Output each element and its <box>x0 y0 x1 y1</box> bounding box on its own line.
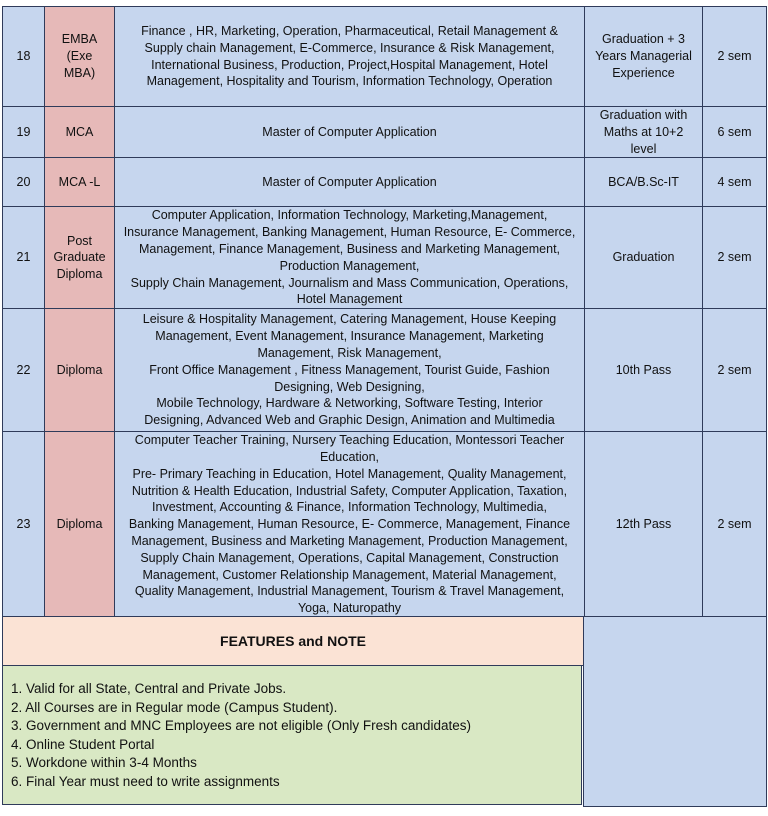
specializations-cell: Computer Teacher Training, Nursery Teaching Education, Montessori Teacher Education, Pre- Primary Teaching in Education, Hotel Management, Quality Management, Nutrition & Health Education, Industrial Safety, Computer Application, Taxation, Investment, Accounting & Finance, Information Technology, Multimedia, Banking Management, Human Resource, E- Commerce, Management, Finance Management, Business and Marketing Management, Production Management, Supply Chain Management, Operations, Capital Management, Construction Management, Customer Relationship Management, Material Management, Quality Management, Industrial Management, Tourism & Travel Management, Yoga, Naturopathy <box>115 432 585 618</box>
table-row <box>3 309 767 432</box>
features-title: FEATURES and NOTE <box>2 616 584 666</box>
table-row <box>3 7 767 107</box>
course-name-cell: Post Graduate Diploma <box>45 207 115 309</box>
row-number-cell: 21 <box>3 207 45 309</box>
eligibility-cell: 10th Pass <box>585 309 703 432</box>
specializations-cell: Finance , HR, Marketing, Operation, Pharmaceutical, Retail Management & Supply chain Management, E-Commerce, Insurance & Risk Management, International Business, Production, Project,Hospital Management, Hotel Management, Hospitality and Tourism, Information Technology, Operation <box>115 7 585 107</box>
course-name-cell: MCA -L <box>45 158 115 207</box>
features-section <box>2 616 766 807</box>
courses-table <box>2 6 767 618</box>
eligibility-cell: Graduation with Maths at 10+2 level <box>585 107 703 158</box>
row-number-cell: 23 <box>3 432 45 618</box>
duration-cell: 2 sem <box>703 432 767 618</box>
feature-item: 6. Final Year must need to write assignments <box>11 773 280 789</box>
course-name-cell: MCA <box>45 107 115 158</box>
course-name-cell: EMBA (Exe MBA) <box>45 7 115 107</box>
eligibility-cell: 12th Pass <box>585 432 703 618</box>
duration-cell: 2 sem <box>703 7 767 107</box>
courses-table-body <box>3 7 767 618</box>
features-side-cell <box>583 616 767 807</box>
row-number-cell: 19 <box>3 107 45 158</box>
specializations-cell: Computer Application, Information Technology, Marketing,Management, Insurance Management, Banking Management, Human Resource, E- Commerce, Management, Finance Management, Business and Marketing Management, Production Management, Supply Chain Management, Journalism and Mass Communication, Operations, Hotel Management <box>115 207 585 309</box>
row-number-cell: 20 <box>3 158 45 207</box>
specializations-cell: Master of Computer Application <box>115 107 585 158</box>
feature-item: 5. Workdone within 3-4 Months <box>11 755 197 771</box>
course-name-cell: Diploma <box>45 432 115 618</box>
eligibility-cell: Graduation + 3 Years Managerial Experience <box>585 7 703 107</box>
features-list <box>2 665 582 805</box>
feature-item: 3. Government and MNC Employees are not eligible (Only Fresh candidates) <box>11 718 471 734</box>
feature-item: 4. Online Student Portal <box>11 736 155 752</box>
table-row <box>3 432 767 618</box>
feature-item: 2. All Courses are in Regular mode (Campus Student). <box>11 699 338 715</box>
table-row <box>3 158 767 207</box>
eligibility-cell: Graduation <box>585 207 703 309</box>
row-number-cell: 18 <box>3 7 45 107</box>
duration-cell: 2 sem <box>703 207 767 309</box>
duration-cell: 6 sem <box>703 107 767 158</box>
table-row <box>3 107 767 158</box>
feature-item: 1. Valid for all State, Central and Private Jobs. <box>11 681 287 696</box>
course-name-cell: Diploma <box>45 309 115 432</box>
eligibility-cell: BCA/B.Sc-IT <box>585 158 703 207</box>
row-number-cell: 22 <box>3 309 45 432</box>
duration-cell: 4 sem <box>703 158 767 207</box>
table-row <box>3 207 767 309</box>
specializations-cell: Leisure & Hospitality Management, Catering Management, House Keeping Management, Event Management, Insurance Management, Marketing Management, Risk Management, Front Office Management , Fitness Management, Tourist Guide, Fashion Designing, Web Designing, Mobile Technology, Hardware & Networking, Software Testing, Interior Designing, Advanced Web and Graphic Design, Animation and Multimedia <box>115 309 585 432</box>
specializations-cell: Master of Computer Application <box>115 158 585 207</box>
duration-cell: 2 sem <box>703 309 767 432</box>
